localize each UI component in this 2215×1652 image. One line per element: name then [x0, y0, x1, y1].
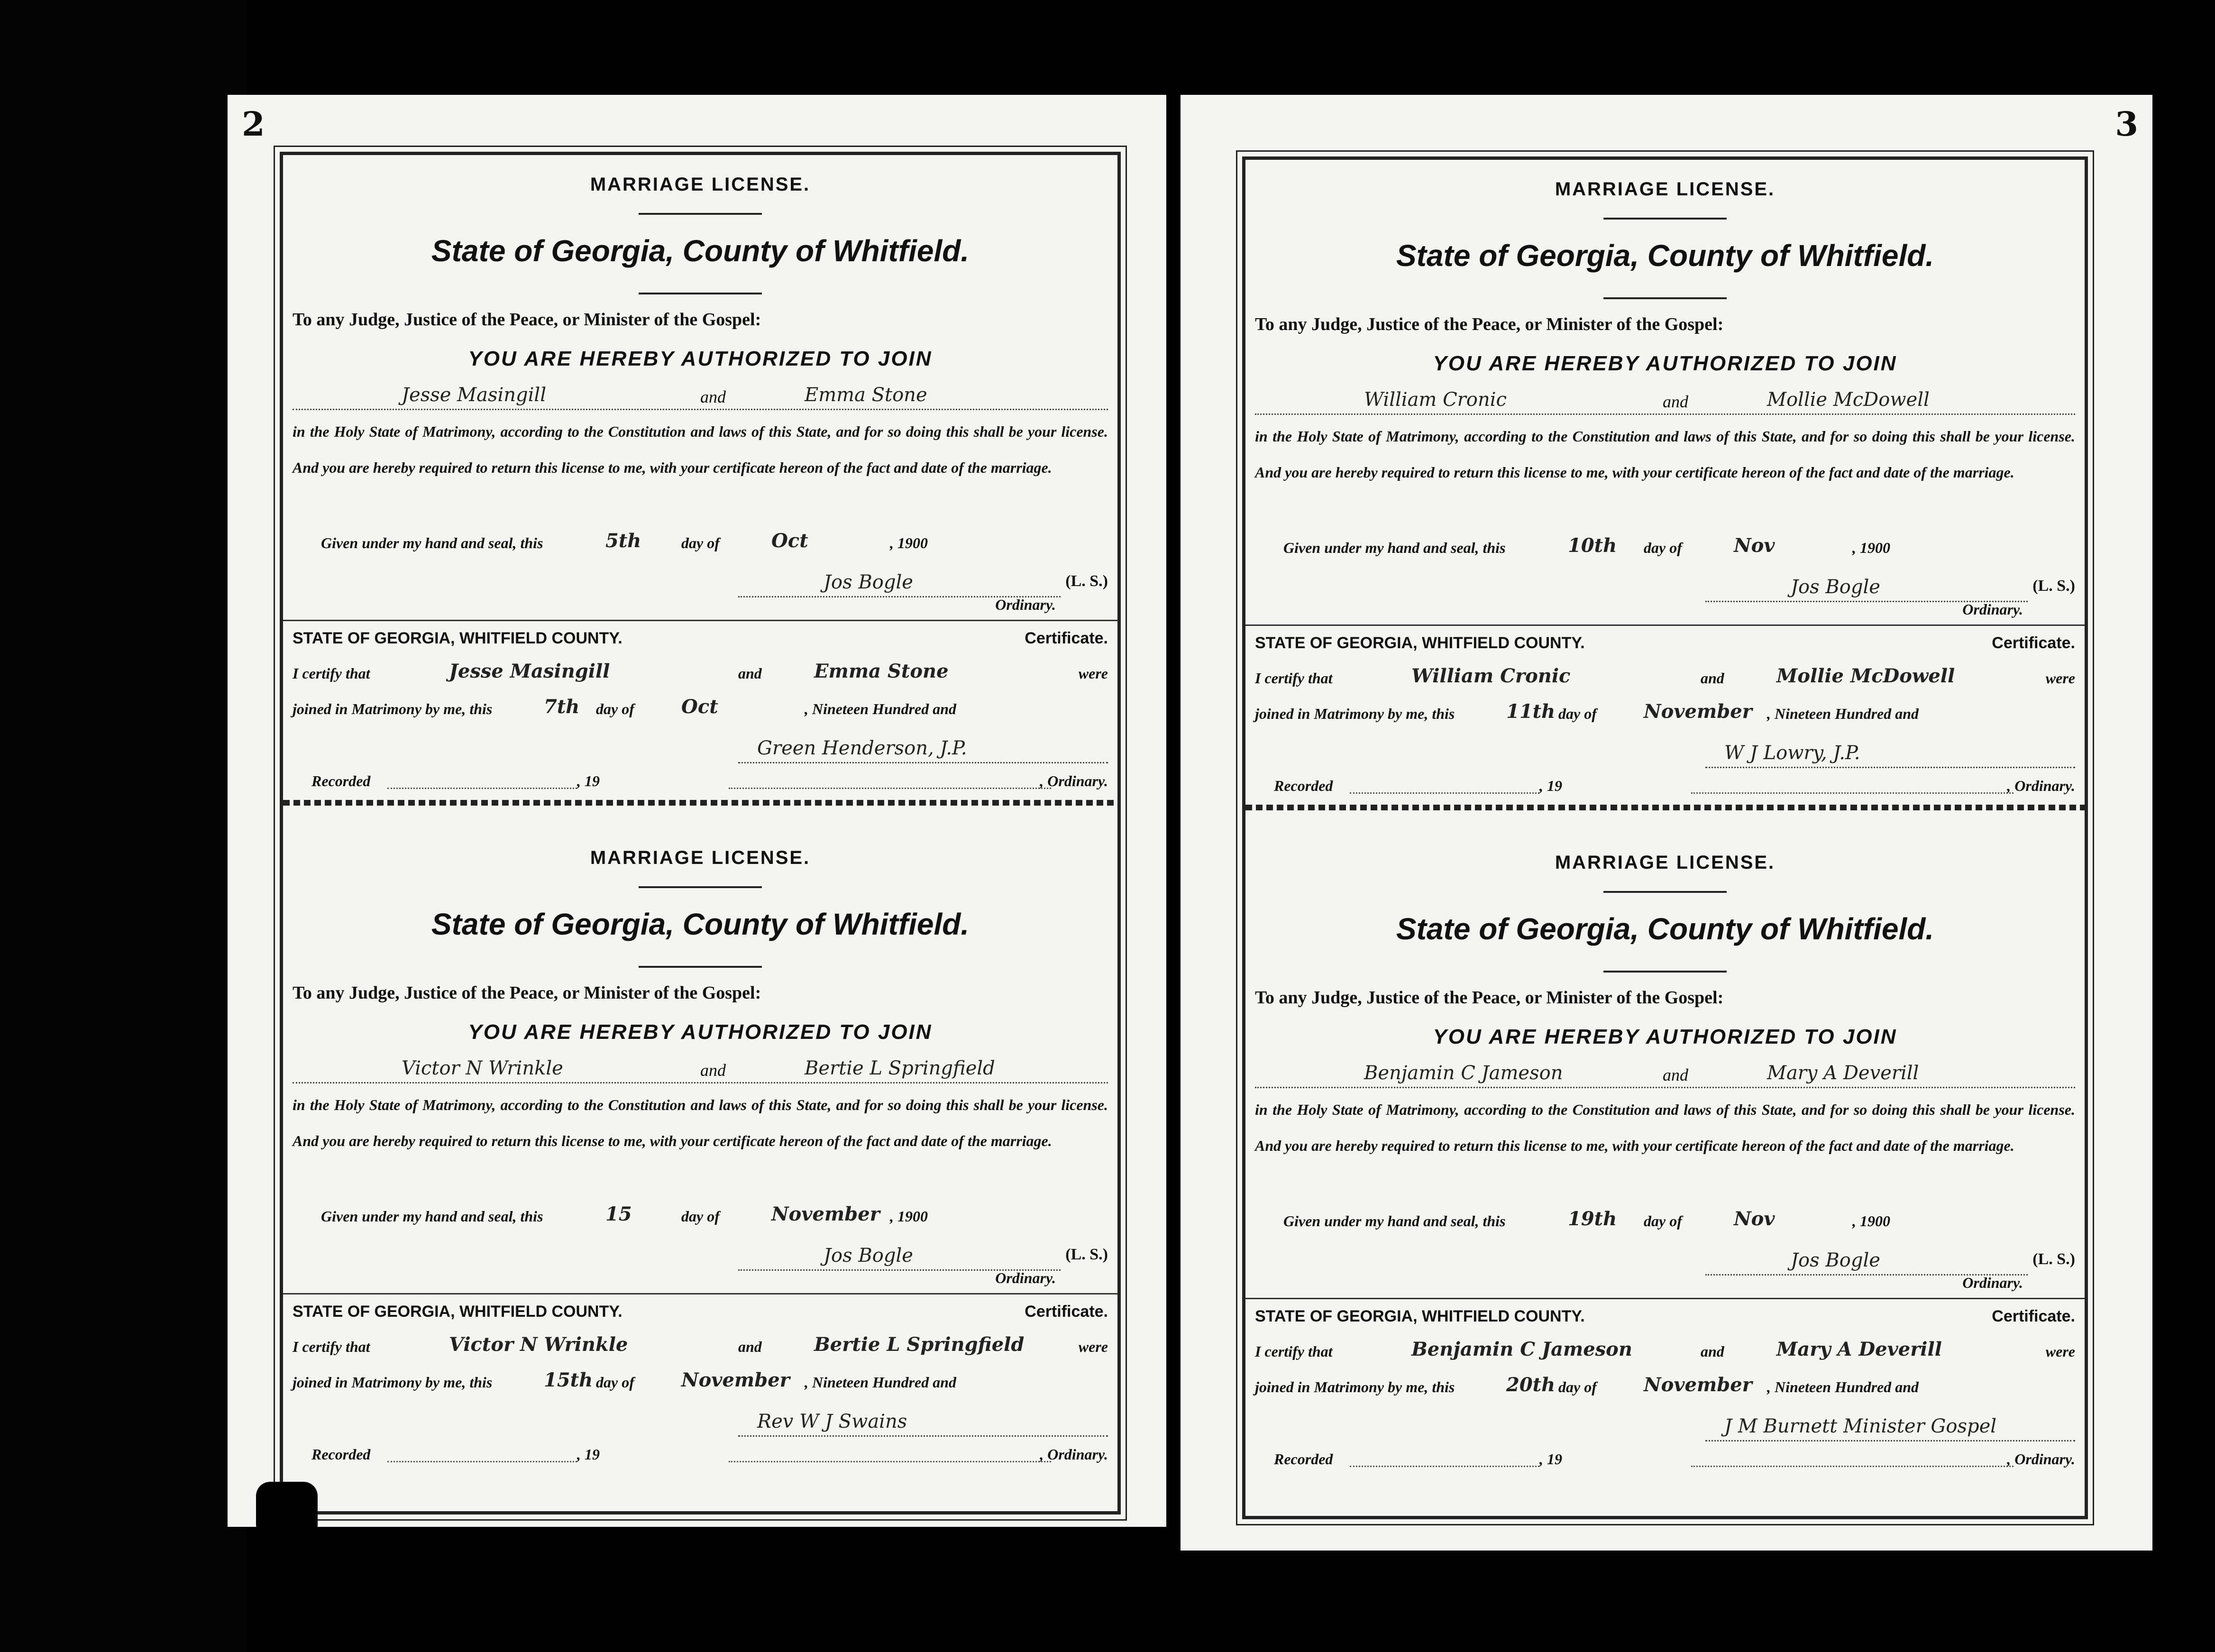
joined-line [1255, 1367, 2075, 1400]
joined-line [1255, 693, 2075, 726]
given-month: Oct [771, 530, 808, 552]
page-number: 3 [2115, 104, 2138, 144]
recorded-label: Recorded [1274, 1450, 1333, 1468]
certify-line [293, 1326, 1108, 1359]
recorded-blank [1350, 1465, 1539, 1467]
given-month: Nov [1734, 1208, 1775, 1230]
cert-bride-name: Bertie L Springfield [814, 1333, 1025, 1356]
state-title: State of Georgia, County of Whitfield. [1396, 912, 1934, 946]
license-body-text: in the Holy State of Matrimony, according to the Constitution and laws of this State, and for so doing this shall be your license. And you are hereby required to return this license to me, with your certificate hereon of the fact and date of the marriage. [293, 1096, 1108, 1149]
officiant-signature-line [738, 724, 1108, 763]
ordinary-label: Ordinary. [1962, 601, 2023, 618]
and-label: and [700, 1061, 726, 1080]
given-label: Given under my hand and seal, this [1283, 1212, 1506, 1230]
seal-mark: (L. S.) [2032, 577, 2075, 595]
ordinary-label: Ordinary. [995, 1269, 1056, 1286]
ornament-rule [1603, 971, 1727, 973]
recorded-line [1255, 1442, 2075, 1471]
joined-line [293, 688, 1108, 722]
and-label: and [738, 665, 762, 682]
recorded-line [293, 1438, 1108, 1466]
nineteen-hundred-label: , Nineteen Hundred and [1767, 705, 1919, 722]
seal-mark: (L. S.) [1065, 1246, 1108, 1263]
recorded-blank [387, 1460, 577, 1462]
and-label: and [1663, 1065, 1688, 1084]
given-label: Given under my hand and seal, this [321, 1208, 543, 1225]
given-month: November [771, 1203, 880, 1225]
joined-month: Oct [681, 696, 718, 718]
ornament-rule [639, 213, 762, 215]
bride-name: Mary A Deverill [1767, 1062, 1919, 1084]
officiant-signature: W J Lowry, J.P. [1724, 742, 1860, 764]
recorded-ordinary-label: , Ordinary. [2007, 1450, 2075, 1468]
cert-groom-name: William Cronic [1411, 665, 1571, 687]
section-divider [283, 1293, 1117, 1294]
seal-mark: (L. S.) [2032, 1250, 2075, 1268]
officiant-signature: Rev W J Swains [757, 1411, 907, 1432]
day-of-label: day of [1558, 1378, 1597, 1395]
license-frame [1242, 156, 2088, 1519]
joined-line [293, 1362, 1108, 1395]
authorized-heading: YOU ARE HEREBY AUTHORIZED TO JOIN [468, 347, 933, 370]
license-header: MARRIAGE LICENSE. [1555, 852, 1776, 873]
recorded-label: Recorded [1274, 777, 1333, 794]
given-line [1283, 1205, 2075, 1234]
given-line [321, 527, 1108, 556]
certify-label: I certify that [293, 1338, 370, 1355]
certify-line [1255, 658, 2075, 691]
cert-groom-name: Jesse Masingill [449, 660, 610, 682]
certificate-label: Certificate. [1992, 1307, 2075, 1325]
joined-label: joined in Matrimony by me, this [293, 1374, 493, 1391]
day-of-label: day of [1644, 1212, 1682, 1230]
bride-name: Bertie L Springfield [805, 1057, 995, 1079]
bride-name: Mollie McDowell [1767, 389, 1930, 411]
ornament-rule [639, 966, 762, 968]
ornament-rule [639, 886, 762, 888]
certificate-heading: STATE OF GEORGIA, WHITFIELD COUNTY. [293, 1303, 622, 1321]
ordinary-signature-line [1705, 568, 2028, 602]
license-body-text: in the Holy State of Matrimony, according to the Constitution and laws of this State, and for so doing this shall be your license. And you are hereby required to return this license to me, with your certificate hereon of the fact and date of the marriage. [293, 423, 1108, 476]
were-label: were [1078, 665, 1108, 682]
cert-groom-name: Victor N Wrinkle [449, 1333, 628, 1356]
groom-name: Jesse Masingill [402, 384, 547, 406]
given-line [321, 1201, 1108, 1229]
license-header: MARRIAGE LICENSE. [590, 847, 811, 868]
joined-label: joined in Matrimony by me, this [293, 700, 493, 717]
year-label: , 1900 [1852, 539, 1890, 556]
recorded-ordinary-label: , Ordinary. [1040, 1446, 1108, 1463]
certificate-label: Certificate. [1992, 634, 2075, 652]
seal-mark: (L. S.) [1065, 572, 1108, 590]
day-of-label: day of [1558, 705, 1597, 722]
couple-names-line [1255, 1058, 2075, 1088]
marriage-license [1245, 160, 2085, 824]
couple-names-line [293, 380, 1108, 410]
ordinary-signature-line [738, 563, 1061, 597]
ordinary-signature: Jos Bogle [1791, 1249, 1880, 1271]
recorded-label: Recorded [311, 1446, 371, 1463]
joined-month: November [1644, 1374, 1752, 1396]
scan-background [0, 0, 247, 1652]
address-line: To any Judge, Justice of the Peace, or Minister of the Gospel: [293, 983, 761, 1003]
officiant-signature: Green Henderson, J.P. [757, 737, 967, 759]
officiant-signature-line [738, 1397, 1108, 1437]
recorded-ordinary-blank [1691, 791, 2014, 794]
certify-line [293, 653, 1108, 686]
license-frame [280, 152, 1121, 1514]
license-body-text: in the Holy State of Matrimony, according to the Constitution and laws of this State, and for so doing this shall be your license. And you are hereby required to return this license to me, with your certificate hereon of the fact and date of the marriage. [1255, 428, 2075, 481]
ordinary-signature-line [738, 1236, 1061, 1271]
cert-groom-name: Benjamin C Jameson [1411, 1338, 1632, 1360]
recorded-label: Recorded [311, 772, 371, 789]
address-line: To any Judge, Justice of the Peace, or Minister of the Gospel: [1255, 314, 1724, 334]
recorded-line [293, 764, 1108, 793]
ornament-rule [1603, 891, 1727, 893]
given-day: 10th [1568, 534, 1617, 557]
authorized-heading: YOU ARE HEREBY AUTHORIZED TO JOIN [1433, 1025, 1897, 1048]
license-header: MARRIAGE LICENSE. [590, 174, 811, 195]
were-label: were [2045, 670, 2075, 687]
given-day: 19th [1568, 1208, 1617, 1230]
cert-bride-name: Emma Stone [814, 660, 949, 682]
address-line: To any Judge, Justice of the Peace, or Minister of the Gospel: [1255, 988, 1724, 1008]
officiant-signature-line [1705, 1402, 2075, 1441]
state-title: State of Georgia, County of Whitfield. [1396, 239, 1934, 273]
ledger-page-right [1181, 95, 2152, 1551]
joined-day: 15th [544, 1369, 593, 1391]
certificate-label: Certificate. [1025, 629, 1108, 647]
scan-blot [256, 1482, 318, 1539]
chain-divider [1245, 805, 2085, 810]
given-day: 15 [605, 1203, 632, 1225]
section-divider [1245, 1298, 2085, 1299]
address-line: To any Judge, Justice of the Peace, or Minister of the Gospel: [293, 310, 761, 330]
and-label: and [700, 387, 726, 406]
groom-name: Victor N Wrinkle [402, 1057, 563, 1079]
ledger-page-left [228, 95, 1166, 1527]
authorized-heading: YOU ARE HEREBY AUTHORIZED TO JOIN [1433, 352, 1897, 375]
certify-label: I certify that [1255, 670, 1333, 687]
bride-name: Emma Stone [805, 384, 927, 406]
certificate-heading: STATE OF GEORGIA, WHITFIELD COUNTY. [293, 629, 622, 647]
given-line [1283, 532, 2075, 560]
year-label: , 1900 [890, 534, 928, 551]
marriage-license [283, 828, 1117, 1492]
ordinary-signature: Jos Bogle [824, 1245, 913, 1267]
ornament-rule [1603, 218, 1727, 220]
day-of-label: day of [681, 534, 720, 551]
given-label: Given under my hand and seal, this [321, 534, 543, 551]
cert-bride-name: Mollie McDowell [1776, 665, 1955, 687]
section-divider [283, 620, 1117, 621]
recorded-year-label: , 19 [1539, 777, 1562, 794]
joined-month: November [1644, 700, 1752, 723]
year-label: , 1900 [890, 1208, 928, 1225]
chain-divider [283, 800, 1117, 806]
given-label: Given under my hand and seal, this [1283, 539, 1506, 556]
marriage-license [283, 155, 1117, 819]
section-divider [1245, 624, 2085, 626]
ordinary-signature-line [1705, 1241, 2028, 1276]
year-label: , 1900 [1852, 1212, 1890, 1230]
day-of-label: day of [1644, 539, 1682, 556]
certificate-heading: STATE OF GEORGIA, WHITFIELD COUNTY. [1255, 634, 1585, 652]
joined-day: 20th [1506, 1374, 1556, 1396]
groom-name: William Cronic [1364, 389, 1507, 411]
joined-label: joined in Matrimony by me, this [1255, 1378, 1455, 1395]
ordinary-signature: Jos Bogle [824, 571, 913, 593]
ordinary-signature: Jos Bogle [1791, 576, 1880, 598]
were-label: were [2045, 1343, 2075, 1360]
given-day: 5th [605, 530, 641, 552]
recorded-ordinary-blank [729, 787, 1051, 789]
state-title: State of Georgia, County of Whitfield. [431, 234, 970, 268]
recorded-ordinary-blank [729, 1460, 1051, 1462]
joined-month: November [681, 1369, 790, 1391]
groom-name: Benjamin C Jameson [1364, 1062, 1563, 1084]
recorded-ordinary-blank [1691, 1465, 2014, 1467]
and-label: and [1701, 670, 1724, 687]
certificate-label: Certificate. [1025, 1303, 1108, 1321]
ornament-rule [1603, 297, 1727, 299]
officiant-signature: J M Burnett Minister Gospel [1724, 1415, 1997, 1437]
nineteen-hundred-label: , Nineteen Hundred and [805, 700, 957, 717]
authorized-heading: YOU ARE HEREBY AUTHORIZED TO JOIN [468, 1020, 933, 1044]
recorded-ordinary-label: , Ordinary. [1040, 772, 1108, 789]
ordinary-label: Ordinary. [995, 596, 1056, 613]
state-title: State of Georgia, County of Whitfield. [431, 907, 970, 941]
certificate-heading: STATE OF GEORGIA, WHITFIELD COUNTY. [1255, 1307, 1585, 1325]
couple-names-line [293, 1054, 1108, 1083]
day-of-label: day of [596, 700, 634, 717]
cert-bride-name: Mary A Deverill [1776, 1338, 1942, 1360]
license-body-text: in the Holy State of Matrimony, according to the Constitution and laws of this State, and for so doing this shall be your license. And you are hereby required to return this license to me, with your certificate hereon of the fact and date of the marriage. [1255, 1101, 2075, 1154]
were-label: were [1078, 1338, 1108, 1355]
given-month: Nov [1734, 534, 1775, 557]
recorded-line [1255, 769, 2075, 798]
recorded-blank [387, 787, 577, 789]
day-of-label: day of [681, 1208, 720, 1225]
license-header: MARRIAGE LICENSE. [1555, 179, 1776, 200]
recorded-year-label: , 19 [577, 772, 600, 789]
certify-line [1255, 1331, 2075, 1364]
certify-label: I certify that [1255, 1343, 1333, 1360]
officiant-signature-line [1705, 729, 2075, 768]
joined-label: joined in Matrimony by me, this [1255, 705, 1455, 722]
and-label: and [1663, 392, 1688, 411]
and-label: and [1701, 1343, 1724, 1360]
recorded-year-label: , 19 [1539, 1450, 1562, 1468]
ordinary-label: Ordinary. [1962, 1274, 2023, 1291]
joined-day: 7th [544, 696, 580, 718]
couple-names-line [1255, 385, 2075, 415]
recorded-blank [1350, 791, 1539, 794]
nineteen-hundred-label: , Nineteen Hundred and [805, 1374, 957, 1391]
recorded-year-label: , 19 [577, 1446, 600, 1463]
and-label: and [738, 1338, 762, 1355]
page-number: 2 [242, 104, 265, 144]
marriage-license [1245, 833, 2085, 1497]
nineteen-hundred-label: , Nineteen Hundred and [1767, 1378, 1919, 1395]
ornament-rule [639, 293, 762, 294]
recorded-ordinary-label: , Ordinary. [2007, 777, 2075, 794]
certify-label: I certify that [293, 665, 370, 682]
day-of-label: day of [596, 1374, 634, 1391]
joined-day: 11th [1506, 700, 1556, 723]
